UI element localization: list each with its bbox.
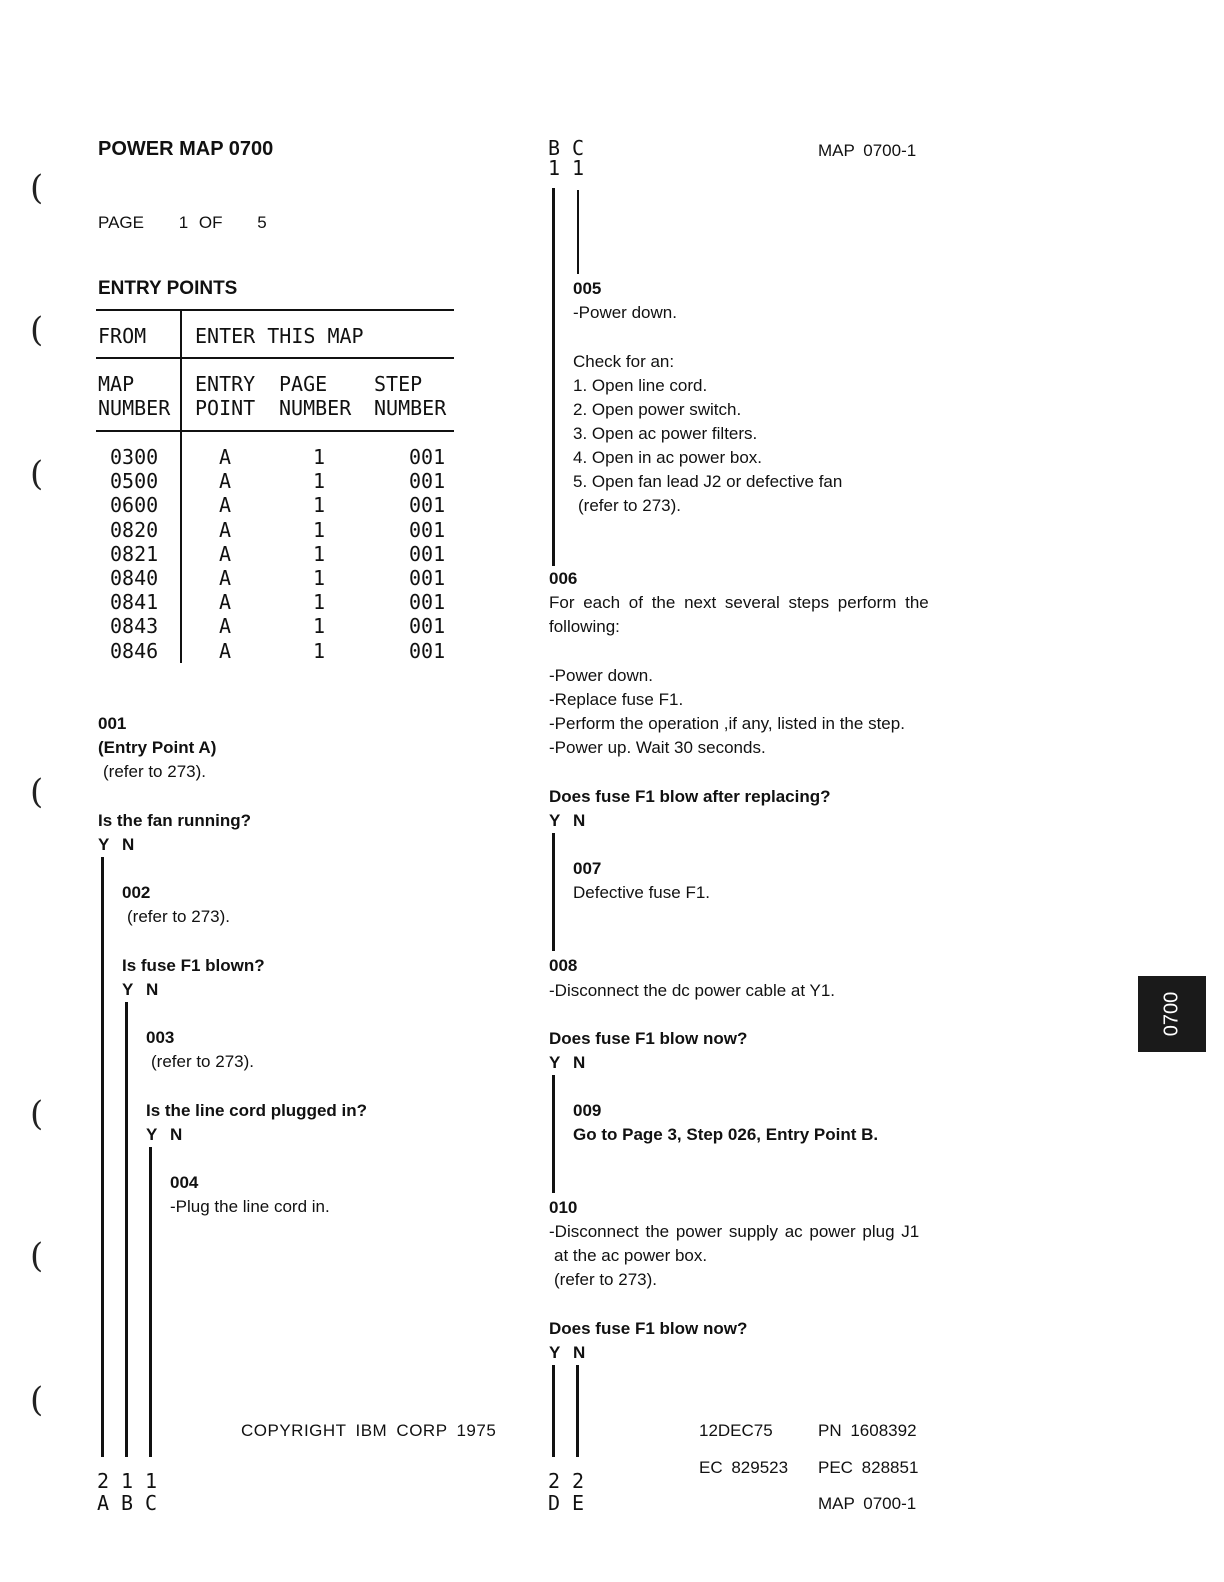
step-001-ref: (refer to 273).	[103, 762, 206, 781]
step-006-question: Does fuse F1 blow after replacing?	[549, 787, 831, 806]
step-010-question: Does fuse F1 blow now?	[549, 1319, 748, 1338]
cell-page: 1	[313, 590, 326, 615]
flow-line-006-yes	[552, 833, 555, 951]
step-003-number: 003	[146, 1028, 175, 1047]
table-rule-top	[96, 309, 454, 311]
table-divider	[180, 309, 182, 663]
step-002-ref: (refer to 273).	[127, 907, 230, 926]
step-002-question: Is fuse F1 blown?	[122, 956, 265, 975]
cell-step: 001	[409, 566, 446, 590]
step-003-no: N	[170, 1125, 183, 1144]
page-of: OF	[198, 213, 223, 232]
step-005-check-4: 4. Open in ac power box.	[573, 448, 763, 467]
step-001-yes: Y	[98, 835, 110, 854]
step-009-text: Go to Page 3, Step 026, Entry Point B.	[573, 1125, 879, 1144]
step-008-number: 008	[549, 956, 578, 975]
step-010-yes: Y	[549, 1343, 561, 1362]
h-map: MAP	[98, 372, 135, 396]
step-010-number: 010	[549, 1198, 578, 1217]
step-003-question: Is the line cord plugged in?	[146, 1101, 368, 1120]
cell-step: 001	[409, 445, 446, 469]
cell-page: 1	[313, 541, 326, 566]
h-step-number: NUMBER	[374, 396, 447, 420]
cell-page: 1	[313, 566, 326, 590]
step-008-yes: Y	[549, 1053, 561, 1072]
step-009-number: 009	[573, 1101, 602, 1120]
step-010-no: N	[573, 1343, 586, 1362]
binder-mark: (	[30, 1094, 44, 1134]
map-id-header: MAP 0700-1	[818, 141, 917, 160]
binder-mark: (	[30, 168, 44, 208]
cell-step: 001	[409, 541, 446, 566]
section-tab-label: 0700	[1160, 991, 1183, 1037]
step-006-intro-1: For each of the next several steps perform the	[549, 593, 929, 612]
step-005-action: -Power down.	[573, 303, 677, 322]
entry-points-heading: ENTRY POINTS	[98, 278, 238, 299]
step-004-action: -Plug the line cord in.	[170, 1197, 330, 1216]
page-label: PAGE	[98, 213, 144, 232]
cell-map: 0840	[110, 566, 159, 590]
step-010-action-2: at the ac power box.	[554, 1246, 708, 1265]
step-002-number: 002	[122, 883, 151, 902]
binder-mark: (	[30, 310, 44, 350]
step-006-action-2: -Replace fuse F1.	[549, 690, 684, 709]
step-001-no: N	[122, 835, 135, 854]
cell-entry: A	[219, 517, 232, 542]
step-005-check-5: 5. Open fan lead J2 or defective fan	[573, 472, 843, 491]
col-from-header: FROM	[98, 324, 147, 348]
connector-1C: 1 C	[145, 1469, 158, 1515]
connector-2A: 2 A	[97, 1469, 110, 1515]
cell-entry: A	[219, 638, 232, 663]
cell-entry: A	[219, 614, 232, 639]
cell-page: 1	[313, 469, 326, 494]
cell-page: 1	[313, 614, 326, 639]
flow-line-E	[576, 1365, 579, 1457]
cell-map: 0843	[110, 614, 159, 639]
step-006-action-3: -Perform the operation ,if any, listed in the step.	[549, 714, 905, 733]
step-005-number: 005	[573, 279, 602, 298]
step-006-no: N	[573, 811, 586, 830]
flow-line-B1	[552, 188, 555, 566]
flow-line-C1	[577, 190, 579, 274]
step-010-action-1: -Disconnect the power supply ac power plug J1	[549, 1222, 920, 1241]
step-002-yes: Y	[122, 980, 134, 999]
cell-step: 001	[409, 590, 446, 615]
step-005-check-1: 1. Open line cord.	[573, 376, 708, 395]
cell-map: 0300	[110, 445, 159, 469]
step-005-check-intro: Check for an:	[573, 352, 675, 371]
cell-map: 0500	[110, 469, 159, 494]
cell-entry: A	[219, 493, 232, 518]
cell-page: 1	[313, 445, 326, 469]
cell-entry: A	[219, 566, 232, 590]
step-008-no: N	[573, 1053, 586, 1072]
footer-pn: PN 1608392	[818, 1421, 917, 1440]
copyright: COPYRIGHT IBM CORP 1975	[241, 1421, 497, 1440]
connector-1B: 1 B	[121, 1469, 134, 1515]
step-006-action-1: -Power down.	[549, 666, 653, 685]
cell-map: 0820	[110, 517, 159, 542]
col-enter-header: ENTER THIS MAP	[195, 324, 364, 348]
binder-mark: (	[30, 772, 44, 812]
step-001-question: Is the fan running?	[98, 811, 251, 830]
h-point: POINT	[195, 396, 256, 420]
flow-line-008-yes	[552, 1075, 555, 1193]
cell-entry: A	[219, 590, 232, 615]
step-008-question: Does fuse F1 blow now?	[549, 1029, 748, 1048]
h-number: NUMBER	[98, 396, 171, 420]
cell-entry: A	[219, 541, 232, 566]
flow-line-B	[125, 1002, 128, 1457]
step-005-ref: (refer to 273).	[578, 496, 681, 515]
table-rule-bottom	[96, 430, 454, 432]
cell-step: 001	[409, 614, 446, 639]
step-001-entry: (Entry Point A)	[98, 738, 217, 757]
step-007-number: 007	[573, 859, 602, 878]
cell-page: 1	[313, 517, 326, 542]
cell-step: 001	[409, 493, 446, 518]
footer-pec: PEC 828851	[818, 1458, 919, 1477]
cell-step: 001	[409, 517, 446, 542]
cell-entry: A	[219, 469, 232, 494]
cell-step: 001	[409, 638, 446, 663]
cell-entry: A	[219, 445, 232, 469]
cell-step: 001	[409, 469, 446, 494]
step-008-action: -Disconnect the dc power cable at Y1.	[549, 981, 836, 1000]
step-005-check-2: 2. Open power switch.	[573, 400, 742, 419]
cell-map: 0846	[110, 638, 159, 663]
h-step: STEP	[374, 372, 423, 396]
page-indicator	[98, 213, 267, 233]
page-number: 1	[178, 213, 189, 232]
step-005-check-3: 3. Open ac power filters.	[573, 424, 758, 443]
step-003-ref: (refer to 273).	[151, 1052, 254, 1071]
cell-page: 1	[313, 493, 326, 518]
flow-line-D	[552, 1365, 555, 1457]
connector-2D: 2 D	[548, 1469, 561, 1515]
binder-mark: (	[30, 1380, 44, 1420]
flow-line-C	[149, 1147, 152, 1457]
footer-map: MAP 0700-1	[818, 1494, 917, 1513]
connector-2E: 2 E	[572, 1469, 585, 1515]
step-006-number: 006	[549, 569, 578, 588]
step-006-intro-2: following:	[549, 617, 620, 636]
section-tab	[1138, 976, 1206, 1052]
footer-date: 12DEC75	[699, 1421, 773, 1440]
step-004-number: 004	[170, 1173, 199, 1192]
cell-map: 0821	[110, 541, 159, 566]
page-total: 5	[257, 213, 267, 232]
table-rule-mid	[96, 357, 454, 359]
step-007-text: Defective fuse F1.	[573, 883, 711, 902]
step-006-action-4: -Power up. Wait 30 seconds.	[549, 738, 766, 757]
h-entry: ENTRY	[195, 372, 256, 396]
flow-line-A	[101, 857, 104, 1457]
footer-ec: EC 829523	[699, 1458, 789, 1477]
binder-mark: (	[30, 1236, 44, 1276]
h-page-number: NUMBER	[279, 396, 352, 420]
step-002-no: N	[146, 980, 159, 999]
step-010-ref: (refer to 273).	[554, 1270, 657, 1289]
step-006-yes: Y	[549, 811, 561, 830]
step-003-yes: Y	[146, 1125, 158, 1144]
page-title: POWER MAP 0700	[98, 138, 274, 160]
h-page: PAGE	[279, 372, 328, 396]
cell-page: 1	[313, 638, 326, 663]
cell-map: 0600	[110, 493, 159, 518]
connector-C1: C 1	[572, 136, 585, 180]
step-001-number: 001	[98, 714, 127, 733]
cell-map: 0841	[110, 590, 159, 615]
binder-mark: (	[30, 454, 44, 494]
connector-B1: B 1	[548, 136, 561, 180]
